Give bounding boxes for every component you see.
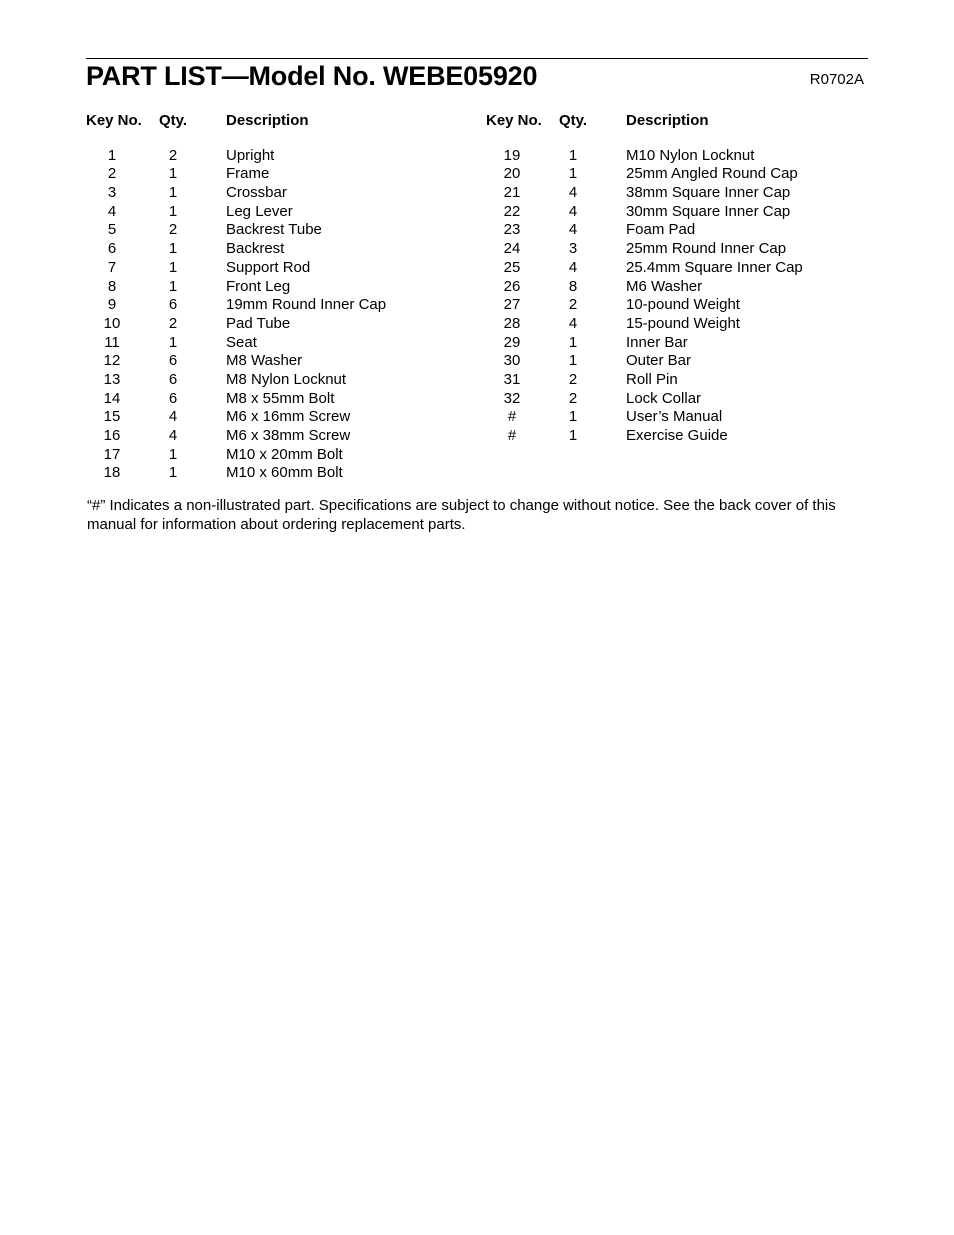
part-qty: 2 [168, 314, 178, 332]
part-qty: 1 [168, 202, 178, 220]
part-key-no: 31 [503, 370, 521, 388]
part-qty: 6 [168, 389, 178, 407]
table-row [486, 334, 886, 353]
part-qty: 1 [168, 165, 178, 183]
table-row [486, 315, 886, 334]
part-qty: 4 [168, 427, 178, 444]
part-description: Outer Bar [626, 352, 692, 370]
table-row [486, 259, 886, 278]
table-row [486, 352, 886, 371]
part-key-no: 8 [107, 277, 117, 295]
part-key-no: 16 [103, 427, 121, 444]
table-header-row [486, 112, 886, 131]
part-key-no: 24 [503, 240, 521, 258]
table-header-row [86, 112, 486, 131]
part-description: Upright [226, 146, 275, 164]
parts-rows-left [86, 147, 486, 483]
part-key-no: # [507, 408, 517, 426]
part-key-no: 15 [103, 408, 121, 426]
part-description: M8 Washer [226, 352, 303, 370]
part-qty: 2 [568, 370, 578, 388]
table-row [486, 165, 886, 184]
part-description: M10 x 20mm Bolt [226, 445, 343, 463]
part-key-no: 3 [107, 184, 117, 202]
column-header-qty: Qty. [559, 112, 588, 129]
parts-rows-right [486, 147, 886, 446]
part-qty: 1 [568, 165, 578, 183]
part-key-no: 32 [503, 389, 521, 407]
part-description: Support Rod [226, 258, 311, 276]
part-key-no: 14 [103, 389, 121, 407]
table-row [86, 352, 486, 371]
table-row [86, 184, 486, 203]
table-row [486, 203, 886, 222]
part-description: 25mm Round Inner Cap [626, 240, 787, 258]
part-qty: 4 [568, 202, 578, 220]
table-row [86, 371, 486, 390]
part-key-no: 2 [107, 165, 117, 183]
part-qty: 4 [568, 258, 578, 276]
part-description: Front Leg [226, 277, 291, 295]
part-qty: 4 [568, 221, 578, 239]
table-row [86, 147, 486, 166]
part-description: Pad Tube [226, 314, 291, 332]
table-row [86, 408, 486, 427]
table-row [486, 240, 886, 259]
table-row [86, 390, 486, 409]
part-key-no: 19 [503, 146, 521, 164]
part-description: User’s Manual [626, 408, 723, 426]
document-code: R0702A [809, 71, 864, 88]
part-description: Backrest Tube [226, 221, 322, 239]
part-qty: 4 [168, 408, 178, 426]
part-key-no: 27 [503, 296, 521, 314]
part-qty: 2 [168, 221, 178, 239]
part-qty: 6 [168, 296, 178, 314]
part-qty: 1 [168, 277, 178, 295]
part-description: Roll Pin [626, 370, 678, 388]
part-key-no: 29 [503, 333, 521, 351]
parts-table-left [86, 112, 486, 483]
table-row [486, 371, 886, 390]
part-key-no: 18 [103, 464, 121, 482]
table-row [486, 296, 886, 315]
part-qty: 1 [568, 408, 578, 426]
part-description: 19mm Round Inner Cap [226, 296, 387, 314]
table-row [486, 408, 886, 427]
part-description: 15-pound Weight [626, 314, 740, 332]
part-key-no: 17 [103, 445, 121, 463]
table-row [86, 221, 486, 240]
part-qty: 1 [168, 240, 178, 258]
part-qty: 4 [568, 314, 578, 332]
part-description: 30mm Square Inner Cap [626, 202, 791, 220]
table-row [486, 390, 886, 409]
part-description: M8 Nylon Locknut [226, 370, 347, 388]
part-qty: 1 [168, 333, 178, 351]
part-description: M10 x 60mm Bolt [226, 464, 343, 482]
part-key-no: 22 [503, 202, 521, 220]
part-description: Exercise Guide [626, 427, 728, 444]
column-header-key-no: Key No. [86, 112, 142, 129]
part-description: 25mm Angled Round Cap [626, 165, 798, 183]
table-row [86, 240, 486, 259]
table-row [486, 184, 886, 203]
column-header-qty: Qty. [159, 112, 188, 129]
table-row [86, 334, 486, 353]
part-qty: 6 [168, 352, 178, 370]
part-qty: 3 [568, 240, 578, 258]
part-description: Inner Bar [626, 333, 688, 351]
table-row [86, 296, 486, 315]
table-row [86, 464, 486, 483]
part-qty: 2 [168, 146, 178, 164]
part-qty: 4 [568, 184, 578, 202]
part-description: Seat [226, 333, 257, 351]
part-key-no: 7 [107, 258, 117, 276]
part-qty: 1 [168, 258, 178, 276]
table-row [86, 203, 486, 222]
part-key-no: 9 [107, 296, 117, 314]
part-qty: 1 [568, 427, 578, 444]
part-description: Backrest [226, 240, 285, 258]
table-row [486, 147, 886, 166]
part-qty: 1 [568, 333, 578, 351]
part-qty: 1 [168, 464, 178, 482]
part-key-no: 12 [103, 352, 121, 370]
part-key-no: 25 [503, 258, 521, 276]
part-key-no: 20 [503, 165, 521, 183]
table-row [86, 315, 486, 334]
part-qty: 2 [568, 389, 578, 407]
part-qty: 2 [568, 296, 578, 314]
table-row [86, 259, 486, 278]
part-qty: 6 [168, 370, 178, 388]
table-row [86, 427, 486, 446]
part-key-no: 10 [103, 314, 121, 332]
part-key-no: 13 [103, 370, 121, 388]
table-row [486, 278, 886, 297]
part-qty: 1 [568, 146, 578, 164]
table-row [486, 427, 886, 446]
column-header-description: Description [226, 112, 309, 129]
part-key-no: 23 [503, 221, 521, 239]
part-key-no: 4 [107, 202, 117, 220]
part-description: M10 Nylon Locknut [626, 146, 755, 164]
table-row [486, 221, 886, 240]
part-key-no: 6 [107, 240, 117, 258]
part-description: M6 Washer [626, 277, 703, 295]
part-key-no: 5 [107, 221, 117, 239]
part-key-no: 26 [503, 277, 521, 295]
part-qty: 1 [568, 352, 578, 370]
part-key-no: 30 [503, 352, 521, 370]
table-row [86, 165, 486, 184]
part-key-no: 21 [503, 184, 521, 202]
part-description: Leg Lever [226, 202, 293, 220]
part-description: M8 x 55mm Bolt [226, 389, 335, 407]
part-qty: 1 [168, 445, 178, 463]
part-qty: 1 [168, 184, 178, 202]
part-description: M6 x 38mm Screw [226, 427, 351, 444]
column-header-key-no: Key No. [486, 112, 542, 129]
page-title: PART LIST—Model No. WEBE05920 [86, 61, 538, 91]
table-row [86, 278, 486, 297]
part-key-no: 1 [107, 146, 117, 164]
footnote: “#” Indicates a non-illustrated part. Specifications are subject to change without notice. See the back cover of this manual for information about ordering replacement parts. [87, 497, 836, 533]
part-key-no: 11 [104, 333, 120, 351]
part-description: Frame [226, 165, 270, 183]
part-description: Lock Collar [626, 389, 702, 407]
part-description: 10-pound Weight [626, 296, 740, 314]
part-key-no: 28 [503, 314, 521, 332]
parts-table-right [486, 112, 886, 446]
part-key-no: # [507, 427, 517, 444]
part-description: Foam Pad [626, 221, 696, 239]
part-description: Crossbar [226, 184, 287, 202]
part-qty: 8 [568, 277, 578, 295]
part-description: 25.4mm Square Inner Cap [626, 258, 803, 276]
table-row [86, 446, 486, 465]
part-description: M6 x 16mm Screw [226, 408, 351, 426]
part-description: 38mm Square Inner Cap [626, 184, 791, 202]
column-header-description: Description [626, 112, 709, 129]
